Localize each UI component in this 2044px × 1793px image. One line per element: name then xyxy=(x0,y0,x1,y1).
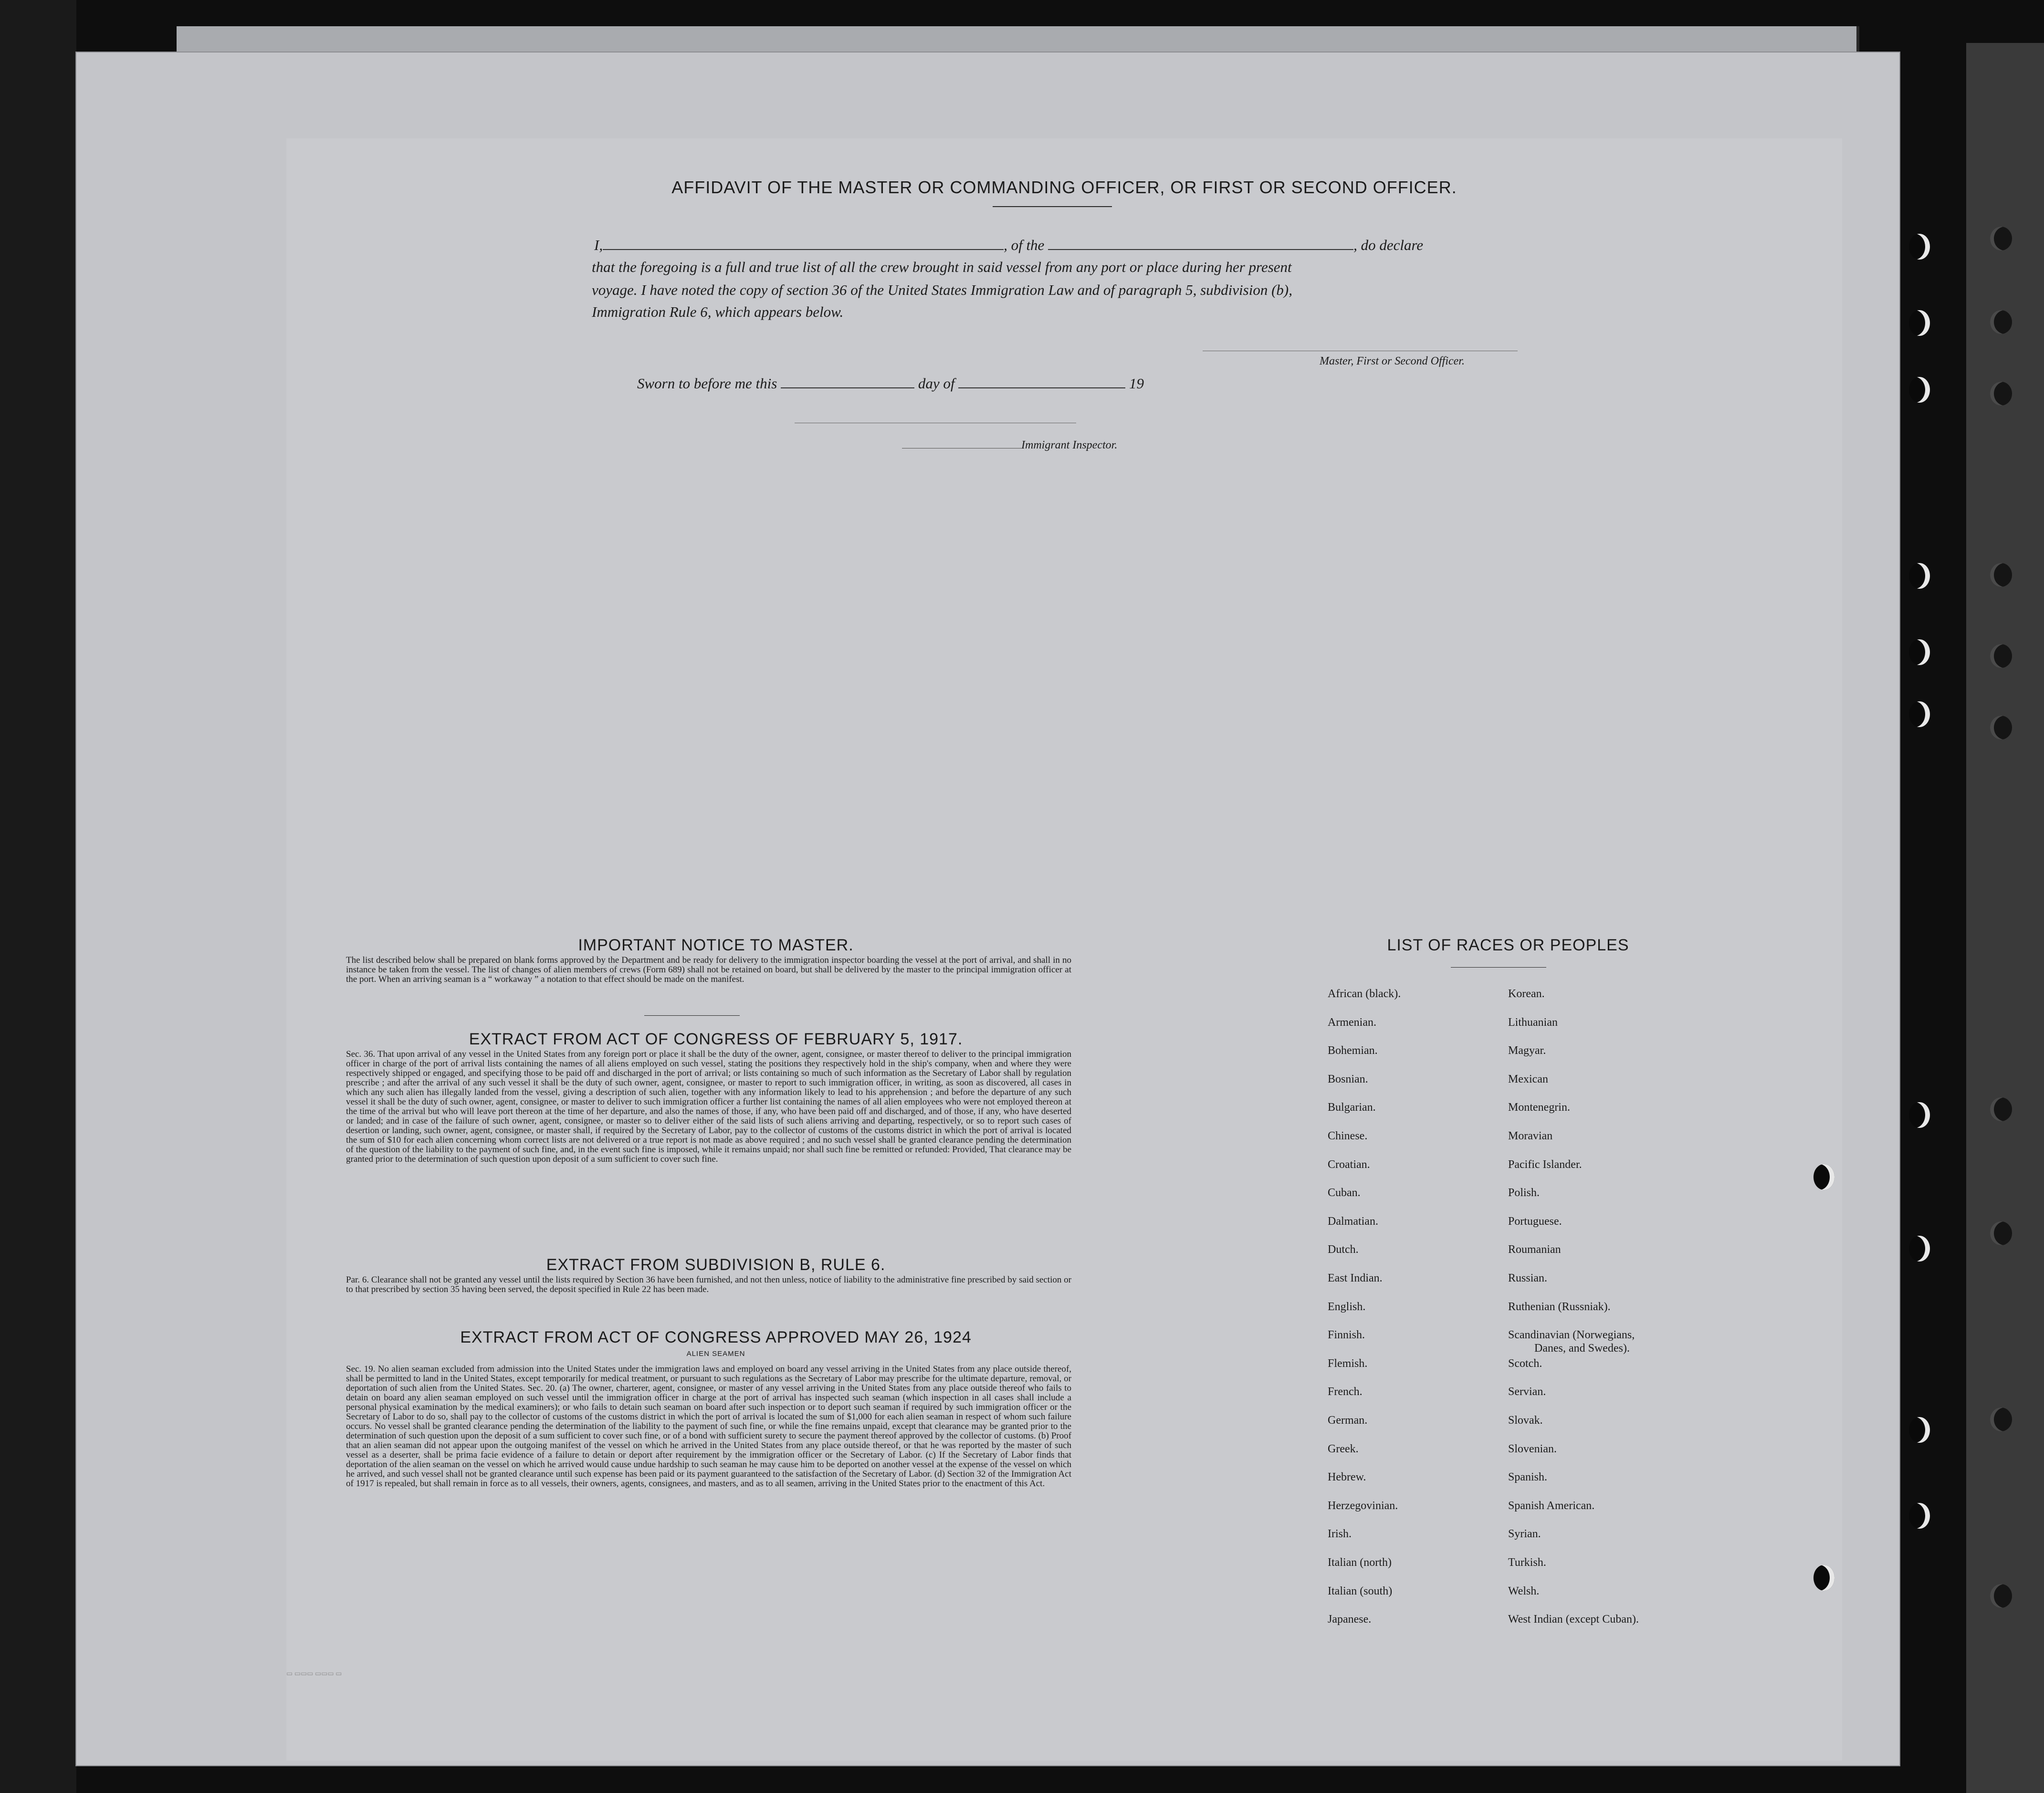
scan-right-border xyxy=(1966,43,2044,1793)
race-item: Polish. xyxy=(1508,1187,1540,1199)
race-item: Cuban. xyxy=(1328,1187,1361,1199)
race-item: Turkish. xyxy=(1508,1556,1546,1569)
race-item: Japanese. xyxy=(1328,1613,1372,1626)
sworn-year-text: 19 xyxy=(1129,375,1144,392)
race-item: Dutch. xyxy=(1328,1243,1359,1256)
race-item: Spanish American. xyxy=(1508,1499,1595,1512)
binder-hole xyxy=(1990,716,2012,740)
binder-hole xyxy=(1909,1236,1930,1261)
race-item: Lithuanian xyxy=(1508,1016,1558,1029)
binder-hole xyxy=(1909,701,1930,727)
race-item: Bosnian. xyxy=(1328,1073,1368,1085)
race-item: Servian. xyxy=(1508,1386,1546,1398)
race-item: African (black). xyxy=(1328,988,1401,1000)
race-item: Moravian xyxy=(1508,1130,1553,1142)
inspector-text: Immigrant Inspector. xyxy=(1021,439,1118,451)
race-item: Slovenian. xyxy=(1508,1442,1557,1455)
race-item: English. xyxy=(1328,1300,1366,1313)
binder-hole xyxy=(1909,1102,1930,1128)
race-item-continuation: Danes, and Swedes). xyxy=(1534,1342,1630,1355)
vessel-name-field[interactable] xyxy=(1048,249,1353,250)
affidavit-of-the: , of the xyxy=(1004,237,1045,253)
binder-hole xyxy=(1990,382,2012,406)
race-item: Portuguese. xyxy=(1508,1215,1562,1228)
race-item: Irish. xyxy=(1328,1528,1352,1541)
race-item: Bohemian. xyxy=(1328,1044,1378,1057)
binder-hole xyxy=(1813,1164,1834,1190)
race-item: French. xyxy=(1328,1386,1363,1398)
binder-hole xyxy=(1909,234,1930,260)
document-page xyxy=(76,52,1899,1765)
sworn-date-field[interactable] xyxy=(781,387,914,388)
race-item: Roumanian xyxy=(1508,1243,1561,1256)
race-item: Korean. xyxy=(1508,988,1545,1000)
extract-rule6-body: Par. 6. Clearance shall not be granted any vessel until the lists required by Section 36 have been furnished, and not then unless, notice of liability to the administrative fine prescribed by said section or to that prescribed by section 35 having been served, the deposit specified in Rule 22 has been made. xyxy=(346,1275,1071,1294)
extract-1924-title: EXTRACT FROM ACT OF CONGRESS APPROVED MAY 26, 1924 xyxy=(460,1328,972,1346)
notice-title: IMPORTANT NOTICE TO MASTER. xyxy=(578,936,854,954)
binder-hole xyxy=(1909,1417,1930,1443)
affidavit-title: AFFIDAVIT OF THE MASTER OR COMMANDING OFFICER, OR FIRST OR SECOND OFFICER. xyxy=(671,177,1457,197)
affidavit-line-3: voyage. I have noted the copy of section 36 of the United States Immigration Law and of paragraph 5, subdivision (b), xyxy=(592,281,1292,298)
races-title: LIST OF RACES OR PEOPLES xyxy=(1387,936,1629,954)
extract-rule6-title: EXTRACT FROM SUBDIVISION B, RULE 6. xyxy=(546,1256,886,1274)
race-item: Syrian. xyxy=(1508,1528,1541,1541)
race-item: Flemish. xyxy=(1328,1357,1368,1370)
inspector-label xyxy=(902,439,1117,452)
race-item: Italian (south) xyxy=(1328,1585,1393,1597)
extract-1924-body: Sec. 19. No alien seaman excluded from admission into the United States under the immigration laws and employed on board any vessel arriving in the United States from any place outside thereof, shall be permitted to land in the United States, except temporarily for medical treatment, or pursuant to such regulations as the Secretary of Labor may prescribe for the ultimate departure, removal, or deportation of such alien from the United States. Sec. 20. (a) The owner, charterer, agent, consignee, or master of any vessel arriving in the United States from any place outside thereof who fails to detain on board any alien seaman employed on such vessel until the immigration officer in charge at the port of arrival has inspected such seaman (which inspection in all cases shall include a personal physical examination by the medical examiners); or who fails to detain such seaman on board after such inspection or to deport such seaman if required by such immigration officer or the Secretary of Labor to do so, shall pay to the collector of customs of the customs district in which the port of arrival is located the sum of $1,000 for each alien seaman in respect of whom such failure occurs. No vessel shall be granted clearance pending the determination of the liability to the payment of such fine, or while the fine remains unpaid, except that clearance may be granted prior to the determination of such question upon the deposit of a sum sufficient to cover such fine, or of a bond with sufficient surety to secure the payment thereof approved by the collector of customs. (b) Proof that an alien seaman did not appear upon the outgoing manifest of the vessel on which he arrived in the United States from any place outside thereof, or that he was reported by the master of such vessel as a deserter, shall be prima facie evidence of a failure to detain or deport after requirement by the immigration officer or the Secretary of Labor. (c) If the Secretary of Labor finds that deportation of the alien seaman on the vessel on which he arrived would cause undue hardship to such seaman he may cause him to be deported on another vessel at the expense of the vessel on which he arrived, and such vessel shall not be granted clearance until such expense has been paid or its payment guaranteed to the satisfaction of the Secretary of Labor. (d) Section 32 of the Immigration Act of 1917 is repealed, but shall remain in force as to all vessels, their owners, agents, consignees, and masters, and as to all seamen, arriving in the United States prior to the enactment of this Act. xyxy=(346,1364,1071,1489)
extract-1917-body: Sec. 36. That upon arrival of any vessel in the United States from any foreign port or place it shall be the duty of the owner, agent, consignee, or master thereof to deliver to the principal immigration officer in charge of the port of arrival lists containing the names of all aliens employed on such vessel, stating the positions they respectively hold in the ship's company, when and where they were respectively shipped or engaged, and specifying those to be paid off and discharged in the port of arrival; or lists containing so much of such information as the Secretary of Labor shall by regulation prescribe ; and after the arrival of any such vessel it shall be the duty of such owner, agent, consignee, or master to report to such immigration officer, in writing, as soon as discovered, all cases in which any such alien has illegally landed from the vessel, giving a description of such alien, together with any information likely to lead to his apprehension ; and before the departure of any such vessel it shall be the duty of such owner, agent, consignee, or master to deliver to such immigration officer a further list containing the names of all alien employees who were not employed thereon at the time of the arrival but who will leave port thereon at the time of her departure, and also the names of those, if any, who have been paid off and discharged, and of those, if any, who have deserted or landed; and in case of the failure of such owner, agent, consignee, or master so to deliver either of the said lists of such aliens arriving and departing, respectively, or so to report such cases of desertion or landing, such owner, agent, consignee, or master shall, if required by the Secretary of Labor, pay to the collector of customs of the customs district in which the port of arrival is located the sum of $10 for each alien concerning whom correct lists are not delivered or a true report is not made as above required ; and no such vessel shall be granted clearance pending the determination of the question of the liability to the payment of such fine, and, in the event such fine is imposed, while it remains unpaid; nor shall such fine be remitted or refunded: Provided, That clearance may be granted prior to the determination of such question upon deposit of a sum sufficient to cover such fine. xyxy=(346,1049,1071,1164)
binder-hole xyxy=(1909,563,1930,589)
affidavit-line-2: that the foregoing is a full and true list of all the crew brought in said vessel from any port or place during her present xyxy=(592,259,1292,275)
extract-1917-title: EXTRACT FROM ACT OF CONGRESS OF FEBRUARY 5, 1917. xyxy=(469,1030,963,1048)
race-item: Hebrew. xyxy=(1328,1471,1366,1484)
sworn-text: Sworn to before me this xyxy=(637,375,777,392)
master-name-field[interactable] xyxy=(603,249,1004,250)
race-item: East Indian. xyxy=(1328,1272,1383,1284)
race-item: Finnish. xyxy=(1328,1329,1365,1342)
sworn-month-field[interactable] xyxy=(958,387,1125,388)
sworn-line xyxy=(637,375,1144,392)
divider xyxy=(1451,967,1546,968)
race-item: Slovak. xyxy=(1508,1414,1543,1427)
sworn-day-text: day of xyxy=(918,375,955,392)
race-item: Montenegrin. xyxy=(1508,1101,1570,1114)
divider xyxy=(993,206,1112,207)
binder-hole xyxy=(1990,1584,2012,1608)
race-item: Ruthenian (Russniak). xyxy=(1508,1300,1611,1313)
race-item: Russian. xyxy=(1508,1272,1548,1284)
binder-hole xyxy=(1990,1221,2012,1245)
affidavit-i: I, xyxy=(594,237,603,253)
race-item: Spanish. xyxy=(1508,1471,1548,1484)
binder-hole xyxy=(1909,377,1930,403)
binder-hole xyxy=(1990,563,2012,587)
race-item: Mexican xyxy=(1508,1073,1548,1085)
binder-hole xyxy=(1909,310,1930,336)
printer-mark: ▭ ▭▭▭ ▭▭▭ ▭ xyxy=(286,1670,342,1678)
race-item: Croatian. xyxy=(1328,1158,1370,1171)
scan-left-border xyxy=(0,0,76,1793)
binder-hole xyxy=(1990,1407,2012,1431)
divider xyxy=(644,1015,740,1016)
affidavit-declare: , do declare xyxy=(1353,237,1424,253)
binder-hole xyxy=(1909,639,1930,665)
race-item: Scandinavian (Norwegians, xyxy=(1508,1329,1635,1342)
binder-hole xyxy=(1990,310,2012,334)
master-label: Master, First or Second Officer. xyxy=(1320,355,1465,367)
race-item: Greek. xyxy=(1328,1442,1359,1455)
extract-1924-subtitle: ALIEN SEAMEN xyxy=(686,1350,745,1358)
binder-hole xyxy=(1909,1503,1930,1529)
binder-hole xyxy=(1990,1097,2012,1121)
race-item: Herzegovinian. xyxy=(1328,1499,1398,1512)
race-item: Italian (north) xyxy=(1328,1556,1392,1569)
race-item: Magyar. xyxy=(1508,1044,1546,1057)
race-item: Chinese. xyxy=(1328,1130,1368,1142)
affidavit-line-4: Immigration Rule 6, which appears below. xyxy=(592,303,844,320)
notice-body: The list described below shall be prepared on blank forms approved by the Department and be ready for delivery to the immigration inspector boarding the vessel at the port of arrival, and shall in no instance be taken from the vessel. The list of changes of alien members of crews (Form 689) shall not be retained on board, but shall be delivered by the master to the principal immigration officer at the port. When an arriving seaman is a “ workaway ” a notation to that effect should be made on the manifest. xyxy=(346,955,1071,984)
binder-hole xyxy=(1990,644,2012,668)
race-item: German. xyxy=(1328,1414,1368,1427)
race-item: Dalmatian. xyxy=(1328,1215,1378,1228)
race-item: West Indian (except Cuban). xyxy=(1508,1613,1639,1626)
race-item: Bulgarian. xyxy=(1328,1101,1376,1114)
binder-hole xyxy=(1990,227,2012,250)
race-item: Pacific Islander. xyxy=(1508,1158,1582,1171)
race-item: Scotch. xyxy=(1508,1357,1542,1370)
affidavit-line-1 xyxy=(594,237,1423,254)
race-item: Welsh. xyxy=(1508,1585,1540,1597)
race-item: Armenian. xyxy=(1328,1016,1376,1029)
